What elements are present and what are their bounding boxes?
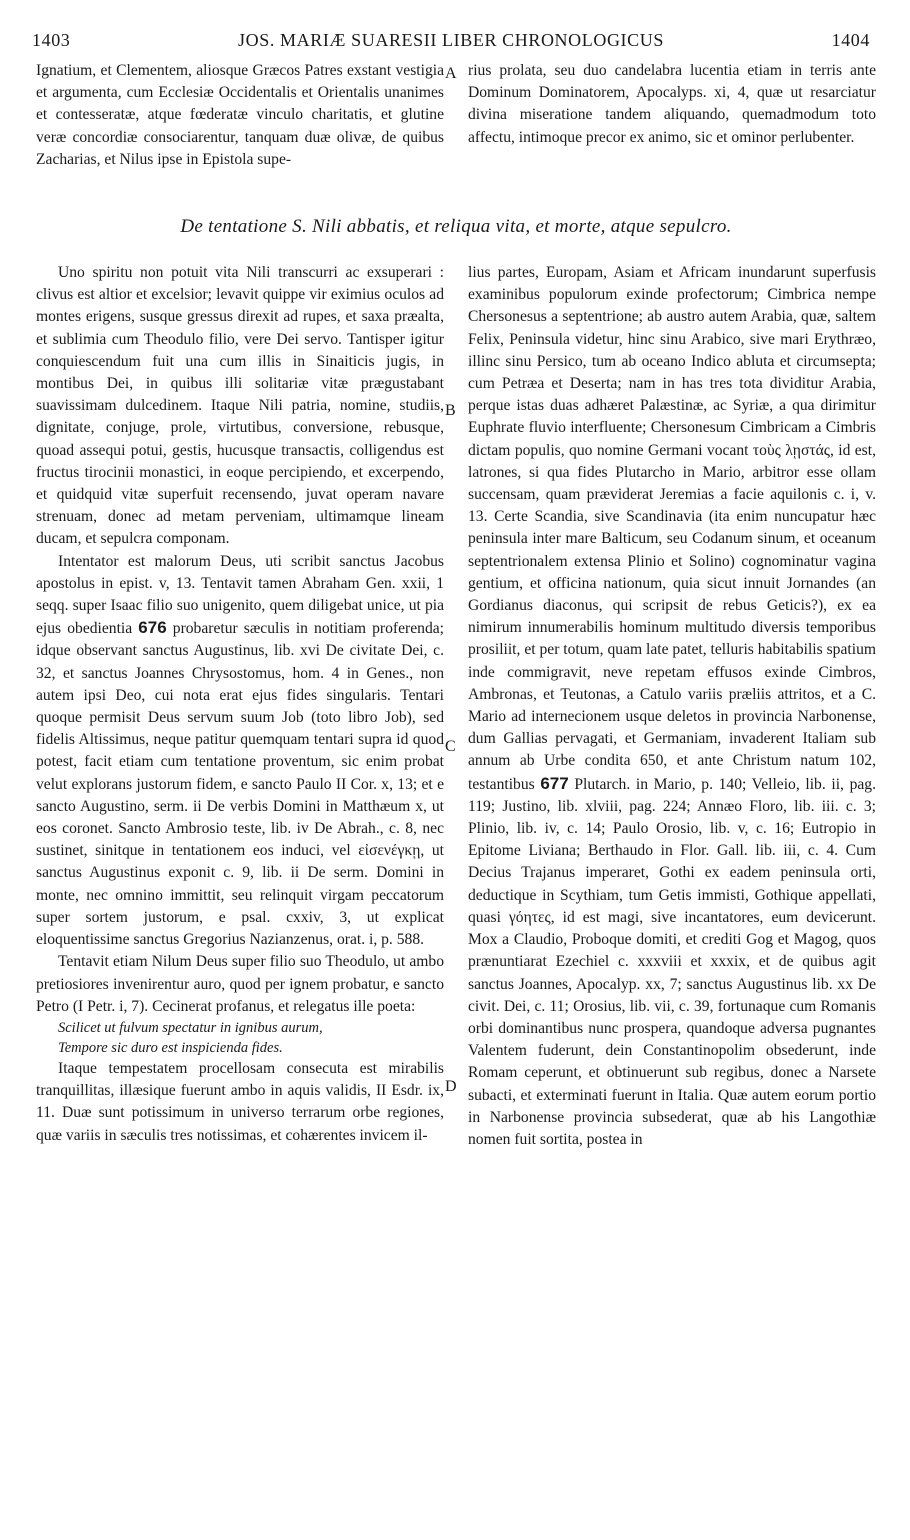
paragraph: Uno spiritu non potuit vita Nili transcurri ac exsuperari : clivus est altior et excelsior; levavit quippe vir eximius oculos ad montes erigens, susque gressus direxit ad rupes, et saxa præalta, et sublimia cum Theodulo filio, vere Dei servo. Tantisper igitur conquiescendum fuit una cum illis in Sinaiticis jugis, in montibus Dei, in quibus illi solitariæ vitæ prægustabant suavissimam dulcedinem. Itaque Nili patria, nomine, studiis, dignitate, conjuge, prole, virtutibus, conversione, rebusque, quoad assequi potui, gestis, hucusque transactis, colligendus est fructus tirocinii monastici, in eoque percipiendo, et excerpendo, et quidquid vitæ superfuit recensendo, juvat operam navare strenuam, donec ad metam perveniam, ultimamque lineam ducam, et sepulcra componam. (36, 264, 444, 548)
column-number-676: 676 (138, 618, 167, 638)
running-header (32, 30, 870, 60)
top-left-column (36, 60, 444, 171)
right-column (468, 262, 876, 1151)
margin-letter-d: D (445, 1078, 457, 1095)
section-title: De tentatione S. Nili abbatis, et reliqua vita, et morte, atque sepulcro. (180, 216, 732, 237)
left-page-number: 1403 (32, 30, 71, 50)
paragraph: Tentavit etiam Nilum Deus super filio suo Theodulo, ut ambo pretiosiores invenirentur auro, quod per ignem probatur, e sancto Petro (I Petr. i, 7). Cecinerat profanus, et relegatus ille poeta: (36, 953, 444, 1015)
margin-letter-b: B (445, 402, 456, 419)
left-column (36, 262, 444, 1147)
verse-line: Tempore sic duro est inspicienda fides. (58, 1039, 283, 1056)
paragraph: Itaque tempestatem procellosam consecuta est mirabilis tranquillitas, illæsique fuerunt ambo in aquis validis, II Esdr. ix, 11. Duæ sunt potissimum in universo terrarum orbe regiones, quæ variis in sæculis tres notissimas, et cohærentes invicem il- (36, 1059, 444, 1144)
margin-letter-a: A (445, 65, 457, 82)
running-title: JOS. MARIÆ SUARESII LIBER CHRONOLOGICUS (238, 30, 664, 50)
top-right-column (468, 60, 876, 149)
top-right-text: rius prolata, seu duo candelabra lucentia etiam in terris ante Dominum Dominatorem, Apocalyps. xi, 4, quæ ut resarciatur divina miseratione tandem aliquando, quemadmodum toto affectu, intimoque precor ex animo, sic et ominor perlubenter. (468, 62, 876, 146)
paragraph (468, 262, 876, 1151)
right-page-number: 1404 (831, 30, 870, 50)
margin-letter-c: C (445, 738, 456, 755)
paragraph-text: probaretur sæculis in notitiam proferenda; idque observant sanctus Augustinus, lib. xvi De civitate Dei, c. 32, et sanctus Joannes Chrysostomus, hom. 4 in Genes., non autem ipsi Deo, cui nota erat ejus fides singularis. Tentari quoque permisit Deus servum suum Job (toto libro Job), sed fidelis Altissimus, neque patitur quemquam tentari supra id quod potest, facit etiam cum tentatione proventum, sic enim probat velut explorans justorum fidem, e sancto Paulo II Cor. x, 13; et e sancto Augustino, serm. ii De verbis Domini in Matthæum x, ut eos coronet. Sancto Ambrosio teste, lib. iv De Abrah., c. 8, nec sustinet, sinitque in tentationem eos induci, vel εἰσενέγκῃ, ut sanctus Augustinus exponit c. 9, lib. ii De serm. Domini in monte, nec omnino immittit, seu relinquit virgam peccatorum super sortem justorum, e psal. cxxiv, 3, ut explicat eloquentissime sanctus Gregorius Nazianzenus, orat. i, p. 588. (36, 620, 444, 949)
paragraph-text: Intentator est malorum Deus, uti scribit sanctus Jacobus apostolus in epist. v, 13. Tentavit tamen Abraham Gen. xxii, 1 seqq. super Isaac filio suo unigenito, quem diligebat unice, ut pia ejus obedientia (36, 552, 444, 638)
paragraph-text: lius partes, Europam, Asiam et Africam inundarunt superfusis examinibus populorum exinde profectorum; Cimbrica nempe Chersonesus a septentrione; ab austro autem Arabia, quæ, saltem Felix, Peninsula videtur, hinc sinu Arabico, sive mari Erythræo, illinc sinu Persico, tum ab oceano Indico abluta et circumsepta; cum Petræa et Deserta; nam in has tres tota dividitur Arabia, perque istas duas adhæret Palæstinæ, ac Syriæ, a qua dirimitur Euphrate fluvio interfluente; Chersonesum Cimbricam a Cimbris dictam populis, quo nomine Germani vocant τοὺς λῃστάς, id est, latrones, si qua fides Plutarcho in Mario, arbitror esse ollam succensam, quam præviderat Jeremias a facie aquilonis c. i, v. 13. Certe Scandia, sive Scandinavia (ita enim nuncupatur hæc peninsula inter mare Balticum, seu Codanum sinum, et oceanum septentrionalem extensa Plinio et Solino) cognominatur vagina gentium, et officina nationum, quia sicut innuit Jornandes (an Gordianus diaconus, qui scripsit de rebus Geticis?), ex ea nimirum innumerabilis hominum multitudo diversis temporibus prosiliit, et per totum, quam late patet, telluris habitabilis spatium inde commigravit, neve repetam effusos exinde Cimbros, Ambronas, et Teutonas, a Catulo variis præliis attritos, et a C. Mario ad internecionem usque deletos in provincia Narbonense, dum Gallias pervagati, et Germaniam, invaderent Italiam sub annum ab Urbe condita 650, et ante Christum natum 102, testantibus (468, 264, 876, 793)
paragraph-text: Plutarch. in Mario, p. 140; Velleio, lib. ii, pag. 119; Justino, lib. xlviii, pag. 224; Annæo Floro, lib. iii. c. 3; Plinio, lib. iv, c. 14; Paulo Orosio, lib. v, c. 16; Eutropio in Epitome Liviana; Berthaudo in Flor. Gall. lib. iii, c. 4. Cum Decius Trajanus imperaret, Gothi ex eadem peninsula orti, deductique in Scythiam, tum Getis immisti, Gothique appellati, quasi γόητες, id est magi, sive incantatores, eum devicerunt. Mox a Claudio, Proboque domiti, et crediti Gog et Magog, quos prænuntiarat Ezechiel c. xxxviii et xxxix, et de quibus agit sanctus Joannes, Apocalyp. xx, 7; sanctus Augustinus lib. xx De civit. Dei, c. 11; Orosius, lib. vii, c. 39, fortunaque cum Romanis orbi dominantibus nunc prospera, quandoque adversa pugnantes Valentem fuderunt, dein Constantinopolim obsederunt, inde Romam ceperunt, et obtinuerunt sub regibus, donec a Narsete subacti, et exterminati fuerunt in Italia. Quæ autem eorum portio in Narbonense provincia subsederat, quæ ab his Langothiæ nomen fuit sortita, postea in (468, 775, 876, 1148)
paragraph (36, 551, 444, 952)
verse-line: Scilicet ut fulvum spectatur in ignibus aurum, (58, 1019, 323, 1036)
column-number-677: 677 (540, 773, 569, 793)
top-left-text: Ignatium, et Clementem, aliosque Græcos Patres exstant vestigia et argumenta, cum Ecclesiæ Occidentalis et Orientalis unanimes et contesseratæ, atque fœderatæ vinculo charitatis, et glutine veræ concordiæ consociarentur, tanquam duæ olivæ, de quibus Zacharias, et Nilus ipse in Epistola supe- (36, 62, 444, 168)
